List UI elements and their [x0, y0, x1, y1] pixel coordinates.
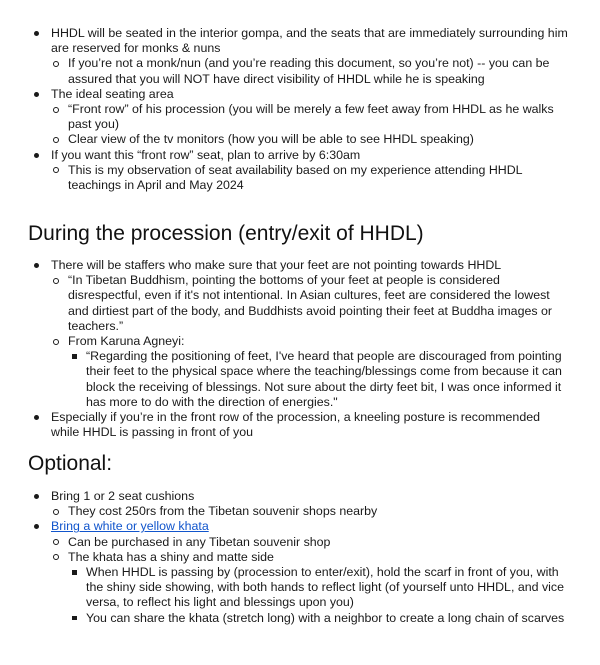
list-item	[0, 550, 568, 565]
list-item-text: Can be purchased in any Tibetan souvenir shop	[68, 534, 331, 549]
list-item	[0, 163, 568, 193]
optional-list-section	[0, 489, 600, 626]
square-bullet-icon	[72, 570, 77, 575]
list-item-text: “Regarding the positioning of feet, I've heard that people are discouraged from pointing their feet to the physical space where the teaching/blessings come from because it can block the receiving of blessings. Not sure about the dirty feet bit, I was once informed it has more to do with the direction of energies."	[86, 349, 562, 409]
procession-list	[0, 258, 600, 440]
list-item	[0, 26, 568, 56]
square-bullet-icon	[72, 354, 77, 359]
list-item	[0, 334, 568, 349]
disc-bullet-icon	[34, 92, 39, 97]
list-item	[0, 410, 568, 440]
circle-bullet-icon	[53, 554, 59, 560]
square-bullet-icon	[72, 616, 77, 621]
list-item	[0, 349, 570, 410]
disc-bullet-icon	[34, 263, 39, 268]
optional-heading: Optional:	[28, 452, 113, 475]
list-item	[0, 535, 568, 550]
list-item-text: From Karuna Agneyi:	[68, 334, 185, 349]
list-item-text: The khata has a shiny and matte side	[68, 549, 274, 564]
list-item	[0, 504, 568, 519]
list-item-text: This is my observation of seat availability based on my experience attending HHDL teachings in April and May 2024	[68, 162, 523, 193]
seating-list-section	[0, 26, 600, 193]
circle-bullet-icon	[53, 339, 59, 345]
list-item	[0, 565, 570, 611]
disc-bullet-icon	[34, 153, 39, 158]
list-item	[0, 611, 570, 626]
list-item-text: “Front row” of his procession (you will be merely a few feet away from HHDL as he walks past you)	[68, 102, 554, 132]
list-item-text: They cost 250rs from the Tibetan souvenir shops nearby	[68, 504, 378, 519]
list-item	[0, 56, 568, 86]
circle-bullet-icon	[53, 167, 59, 173]
circle-bullet-icon	[53, 107, 59, 113]
list-item-text: When HHDL is passing by (procession to enter/exit), hold the scarf in front of you, with the shiny side showing, with both hands to reflect light (of yourself unto HHDL, and vice versa, to reflect his light and blessings upon you)	[86, 565, 564, 610]
list-item-text: Especially if you’re in the front row of the procession, a kneeling posture is recommended while HHDL is passing in front of you	[51, 410, 540, 440]
circle-bullet-icon	[53, 278, 59, 284]
list-item	[0, 273, 568, 334]
disc-bullet-icon	[34, 415, 39, 420]
list-item	[0, 102, 568, 132]
list-item-text: The ideal seating area	[51, 86, 174, 101]
list-item-text: “In Tibetan Buddhism, pointing the bottoms of your feet at people is considered disrespectful, even if it's not intentional. In Asian cultures, feet are considered the lowest and dirtiest part of the body, and Buddhists avoid pointing their feet at Buddha images or teachers.”	[68, 273, 553, 333]
disc-bullet-icon	[34, 31, 39, 36]
circle-bullet-icon	[53, 137, 59, 143]
list-item	[0, 258, 568, 273]
optional-list	[0, 489, 600, 626]
list-item	[0, 87, 568, 102]
list-item-text: Clear view of the tv monitors (how you will be able to see HHDL speaking)	[68, 132, 474, 147]
procession-heading: During the procession (entry/exit of HHDL)	[28, 222, 424, 245]
khata-link[interactable]: Bring a white or yellow khata	[51, 519, 209, 534]
disc-bullet-icon	[34, 524, 39, 529]
list-item	[0, 148, 568, 163]
list-item	[0, 132, 568, 147]
seating-list	[0, 26, 600, 193]
list-item-text: If you’re not a monk/nun (and you’re reading this document, so you’re not) -- you can be assured that you will NOT have direct visibility of HHDL while he is speaking	[68, 56, 550, 86]
list-item	[0, 519, 568, 534]
list-item-text: There will be staffers who make sure that your feet are not pointing towards HHDL	[51, 258, 502, 272]
list-item-text: HHDL will be seated in the interior gompa, and the seats that are immediately surrounding him are reserved for monks & nuns	[51, 26, 568, 56]
list-item-text: You can share the khata (stretch long) with a neighbor to create a long chain of scarves	[86, 610, 565, 625]
circle-bullet-icon	[53, 509, 59, 515]
procession-list-section	[0, 258, 600, 440]
disc-bullet-icon	[34, 494, 39, 499]
list-item-text: If you want this “front row” seat, plan to arrive by 6:30am	[51, 147, 361, 162]
list-item-text: Bring 1 or 2 seat cushions	[51, 489, 195, 503]
list-item	[0, 489, 568, 504]
circle-bullet-icon	[53, 539, 59, 545]
circle-bullet-icon	[53, 61, 59, 67]
